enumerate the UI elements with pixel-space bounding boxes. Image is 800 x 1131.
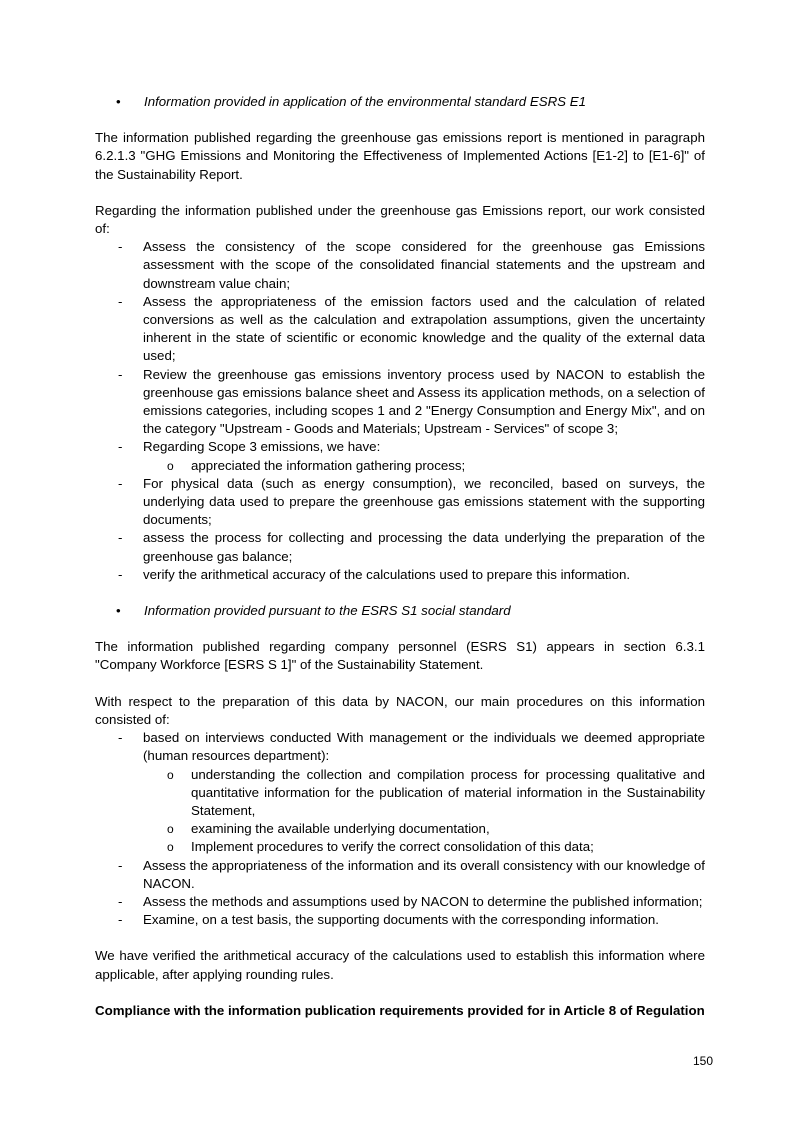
page-number: 150 [693,1054,714,1068]
dash-marker: - [118,293,123,309]
dash-marker: - [118,439,123,455]
list-item: - Review the greenhouse gas emissions inventory process used by NACON to establish the greenhouse gas emissions balance sheet and Assess its application methods, on a selection of emissions categories, including scopes 1 and 2 "Energy Consumption and Energy Mix", and on the category "Upstream - Goods and Materials; Upstream - Services" of scope 3; [118,366,705,437]
list-item: - Assess the methods and assumptions used by NACON to determine the published information; [95,893,705,911]
dash-marker: - [118,893,123,909]
dash-marker: - [118,730,123,746]
bullet-icon: • [116,94,121,109]
compliance-heading: Compliance with the information publication requirements provided for in Article 8 of Regulation [95,1002,705,1018]
sub-list-item: o examining the available underlying documentation, [95,820,705,838]
circle-marker: o [167,767,174,782]
circle-marker: o [167,822,174,837]
dash-marker: - [118,475,123,491]
sub-list-item: o Implement procedures to verify the correct consolidation of this data; [95,838,705,856]
dash-marker: - [118,366,123,382]
sub-list-item: o appreciated the information gathering process; [95,457,705,475]
list-item: - Regarding Scope 3 emissions, we have: [95,438,705,456]
e1-heading: • Information provided in application of the environmental standard ESRS E1 [95,93,705,111]
dash-marker: - [118,857,123,873]
list-item: - Assess the consistency of the scope considered for the greenhouse gas Emissions assessment with the scope of the consolidated financial statements and the upstream and downstream value chain; [118,239,705,291]
list-item: - For physical data (such as energy consumption), we reconciled, based on surveys, the underlying data used to prepare the greenhouse gas emissions statement with the supporting documents; [118,475,705,528]
dash-marker: - [118,530,123,546]
bullet-icon: • [116,603,121,619]
dash-marker: - [118,566,123,582]
circle-marker: o [167,840,174,855]
e1-work-intro: Regarding the information published under the greenhouse gas Emissions report, our work consisted of: [95,202,705,237]
e1-intro-paragraph: The information published regarding the greenhouse gas emissions report is mentioned in paragraph 6.2.1.3 "GHG Emissions and Monitoring the Effectiveness of Implemented Actions [E1-2] to [E1-6]" of the Sustainability Report. [95,130,705,182]
list-item: - Assess the appropriateness of the information and its overall consistency with our knowledge of NACON. [118,857,705,891]
s1-work-intro: With respect to the preparation of this data by NACON, our main procedures on this information consisted of: [95,693,705,727]
list-item: - Assess the appropriateness of the emission factors used and the calculation of related conversions as well as the calculation and extrapolation assumptions, given the uncertainty inherent in the state of scientific or economic knowledge and the quality of the external data used; [118,293,705,364]
dash-marker: - [118,912,123,928]
list-item: - based on interviews conducted With management or the individuals we deemed appropriate (human resources department): [118,730,705,764]
circle-marker: o [167,458,174,473]
s1-heading: • Information provided pursuant to the ESRS S1 social standard [95,602,705,620]
dash-marker: - [118,239,123,255]
sub-list-item: o understanding the collection and compilation process for processing qualitative and quantitative information for the publication of material information in the Sustainability Statement, [167,766,705,818]
verification-paragraph: We have verified the arithmetical accuracy of the calculations used to establish this information where applicable, after applying rounding rules. [95,948,705,982]
list-item: - Examine, on a test basis, the supporting documents with the corresponding information. [95,911,705,929]
document-page [95,93,705,1020]
s1-intro-paragraph: The information published regarding company personnel (ESRS S1) appears in section 6.3.1 "Company Workforce [ESRS S 1]" of the Sustainability Statement. [95,639,705,673]
list-item: - verify the arithmetical accuracy of the calculations used to prepare this information. [95,566,705,584]
list-item: - assess the process for collecting and processing the data underlying the preparation of the greenhouse gas balance; [118,530,705,564]
